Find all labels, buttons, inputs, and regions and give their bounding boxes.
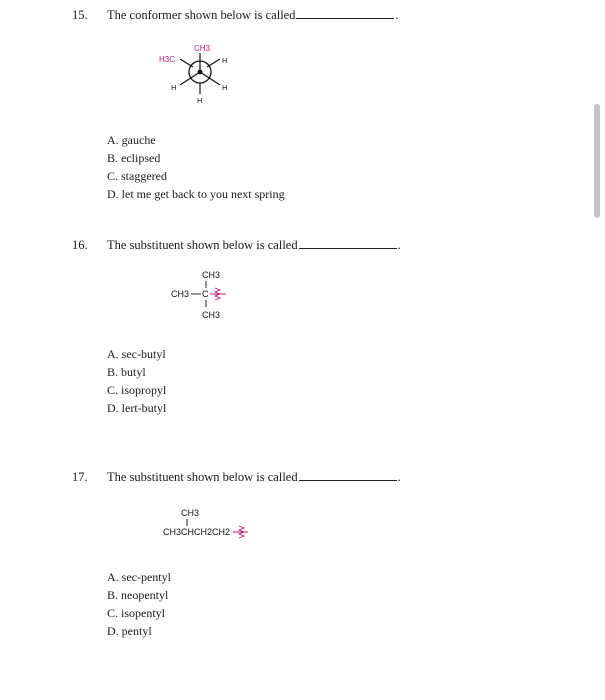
back-bond-upper-left — [180, 59, 193, 67]
answer-blank[interactable] — [299, 239, 397, 249]
choice-c[interactable]: C. isopropyl — [107, 383, 167, 397]
choice-a[interactable]: A. gauche — [107, 133, 156, 147]
back-bond-upper-right — [207, 59, 220, 67]
choice-d[interactable]: D. lert-butyl — [107, 401, 167, 415]
central-carbon-label: C — [202, 289, 209, 299]
choice-a[interactable]: A. sec-pentyl — [107, 570, 171, 584]
choice-c[interactable]: C. isopentyl — [107, 606, 166, 620]
choice-b[interactable]: B. butyl — [107, 365, 146, 379]
question-prompt: The substituent shown below is called . — [107, 238, 401, 252]
top-methyl-label: CH3 — [202, 270, 221, 280]
left-methyl-label: CH3 — [171, 289, 190, 299]
choice-d[interactable]: D. let me get back to you next spring — [107, 187, 285, 201]
question-number: 15. — [72, 8, 88, 22]
choice-c[interactable]: C. staggered — [107, 169, 167, 183]
right-lower-label: H — [222, 83, 228, 92]
bottom-methyl-label: CH3 — [202, 310, 221, 320]
answer-blank[interactable] — [299, 471, 397, 481]
choice-a[interactable]: A. sec-butyl — [107, 347, 166, 361]
question-prompt: The substituent shown below is called . — [107, 470, 401, 484]
choice-b[interactable]: B. neopentyl — [107, 588, 169, 602]
vertical-scrollbar[interactable] — [594, 104, 600, 218]
choice-list — [107, 345, 166, 417]
front-carbon-dot — [198, 70, 203, 75]
newman-projection — [150, 40, 250, 112]
tert-butyl-structure — [168, 266, 238, 326]
choice-list — [107, 568, 171, 640]
main-chain-label: CH3CHCH2CH2 — [163, 527, 231, 537]
top-label: CH3 — [194, 44, 211, 53]
isopentyl-structure — [160, 503, 260, 543]
question-prompt: The conformer shown below is called . — [107, 8, 399, 22]
branch-methyl-label: CH3 — [181, 508, 200, 518]
choice-list — [107, 131, 285, 203]
bottom-label: H — [197, 96, 203, 105]
right-upper-label: H — [222, 56, 228, 65]
question-number: 16. — [72, 238, 88, 252]
question-number: 17. — [72, 470, 88, 484]
choice-d[interactable]: D. pentyl — [107, 624, 152, 638]
left-lower-label: H — [171, 83, 177, 92]
choice-b[interactable]: B. eclipsed — [107, 151, 161, 165]
left-label: H3C — [159, 55, 176, 64]
answer-blank[interactable] — [296, 9, 394, 19]
